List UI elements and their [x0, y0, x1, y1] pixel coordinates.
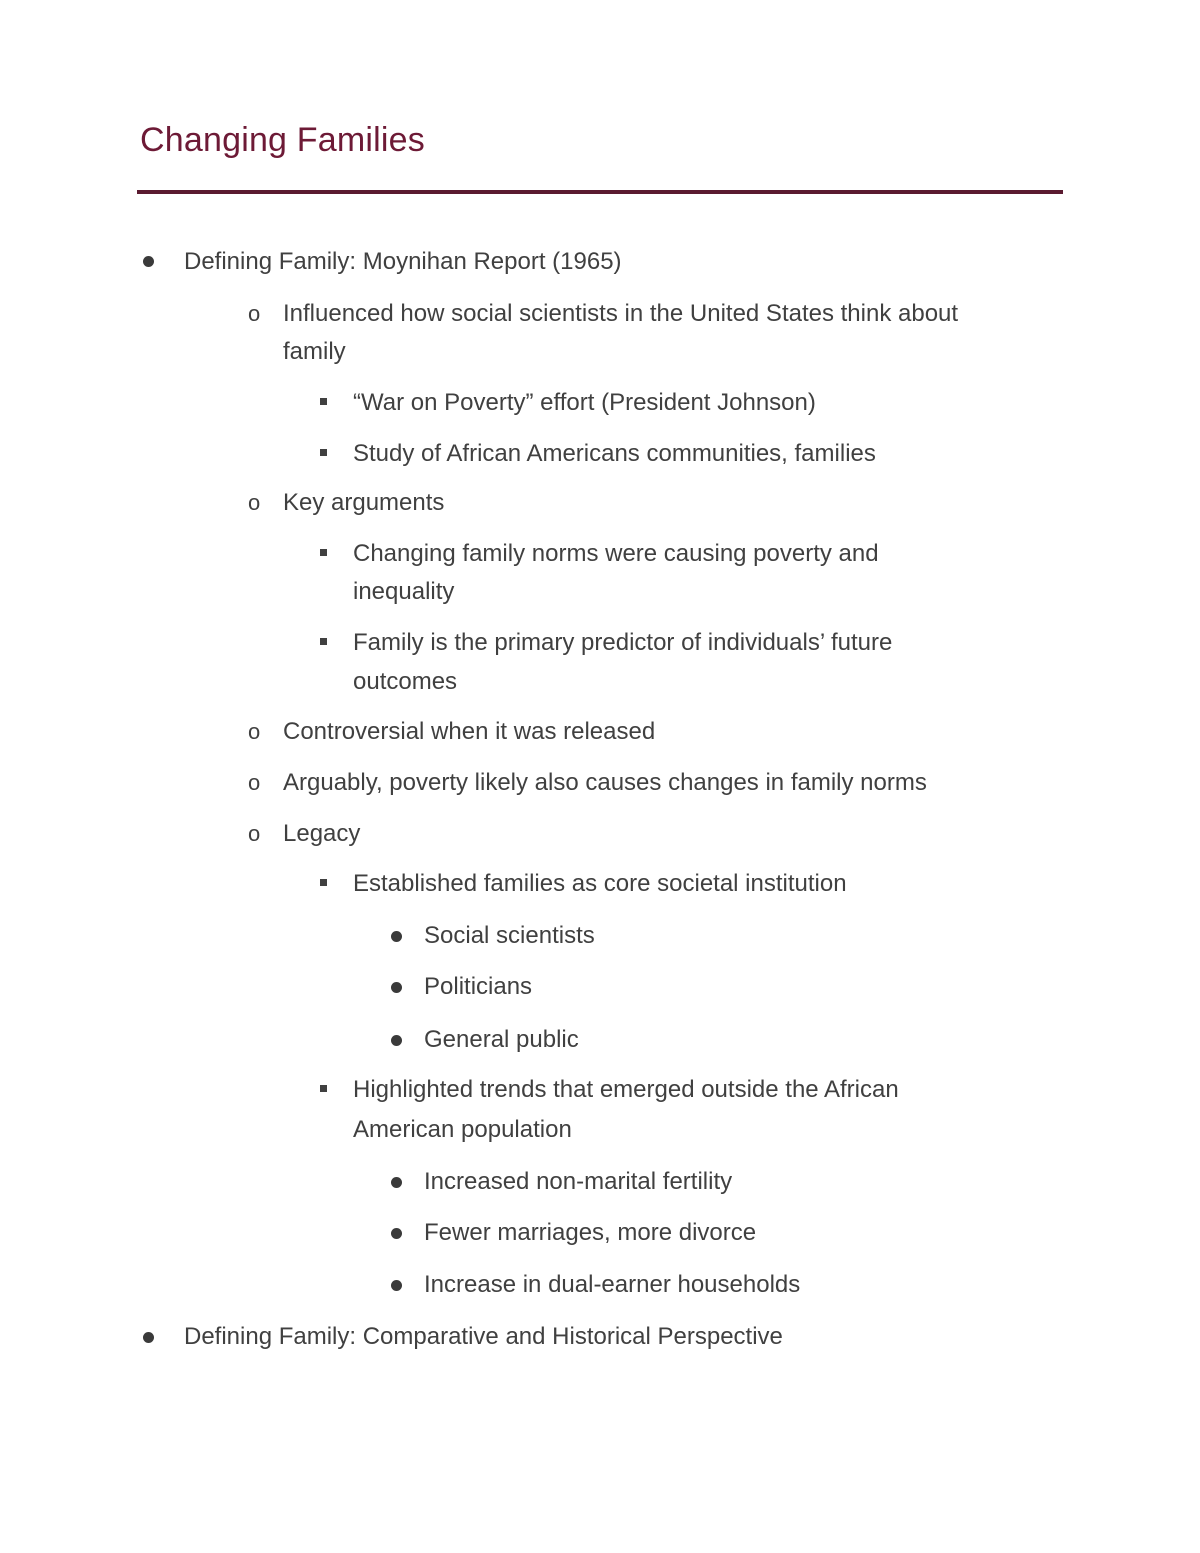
bullet-square-icon — [320, 449, 327, 456]
page-title: Changing Families — [140, 121, 425, 159]
list-item: Controversial when it was released — [283, 718, 656, 745]
bullet-square-icon — [320, 398, 327, 405]
bullet-square-icon — [320, 1085, 327, 1092]
bullet-dot-icon — [391, 982, 402, 993]
bullet-dot-icon — [391, 1177, 402, 1188]
list-item-continuation: inequality — [353, 578, 455, 605]
title-divider — [137, 190, 1063, 194]
bullet-circle-icon: o — [248, 770, 261, 795]
bullet-circle-icon: o — [248, 301, 261, 326]
list-item: Politicians — [424, 973, 533, 1000]
list-item: Influenced how social scientists in the United States think about — [283, 300, 959, 327]
list-item: Defining Family: Moynihan Report (1965) — [184, 248, 622, 275]
list-item: Fewer marriages, more divorce — [424, 1219, 757, 1246]
list-item: Increased non-marital fertility — [424, 1168, 733, 1195]
list-item: Study of African Americans communities, families — [353, 440, 876, 467]
bullet-circle-icon: o — [248, 719, 261, 744]
bullet-dot-icon — [391, 1228, 402, 1239]
bullet-square-icon — [320, 638, 327, 645]
list-item: Highlighted trends that emerged outside the African — [353, 1076, 899, 1103]
list-item: Established families as core societal institution — [353, 870, 847, 897]
list-item: Changing family norms were causing poverty and — [353, 540, 879, 567]
list-item: Arguably, poverty likely also causes changes in family norms — [283, 769, 927, 796]
list-item: Key arguments — [283, 489, 445, 516]
list-item: Social scientists — [424, 922, 595, 949]
list-item: Family is the primary predictor of individuals’ future — [353, 629, 893, 656]
list-item: General public — [424, 1026, 579, 1053]
bullet-dot-icon — [143, 1332, 154, 1343]
list-item-continuation: family — [283, 338, 346, 365]
bullet-square-icon — [320, 879, 327, 886]
list-item: “War on Poverty” effort (President Johnson) — [353, 389, 816, 416]
list-item-continuation: outcomes — [353, 668, 458, 695]
bullet-dot-icon — [143, 256, 154, 267]
bullet-square-icon — [320, 549, 327, 556]
bullet-dot-icon — [391, 1035, 402, 1046]
list-item: Increase in dual-earner households — [424, 1271, 801, 1298]
list-item: Defining Family: Comparative and Historical Perspective — [184, 1323, 783, 1350]
list-item: Legacy — [283, 820, 361, 847]
bullet-dot-icon — [391, 931, 402, 942]
list-item-continuation: American population — [353, 1116, 572, 1143]
bullet-dot-icon — [391, 1280, 402, 1291]
bullet-circle-icon: o — [248, 490, 261, 515]
bullet-circle-icon: o — [248, 821, 261, 846]
